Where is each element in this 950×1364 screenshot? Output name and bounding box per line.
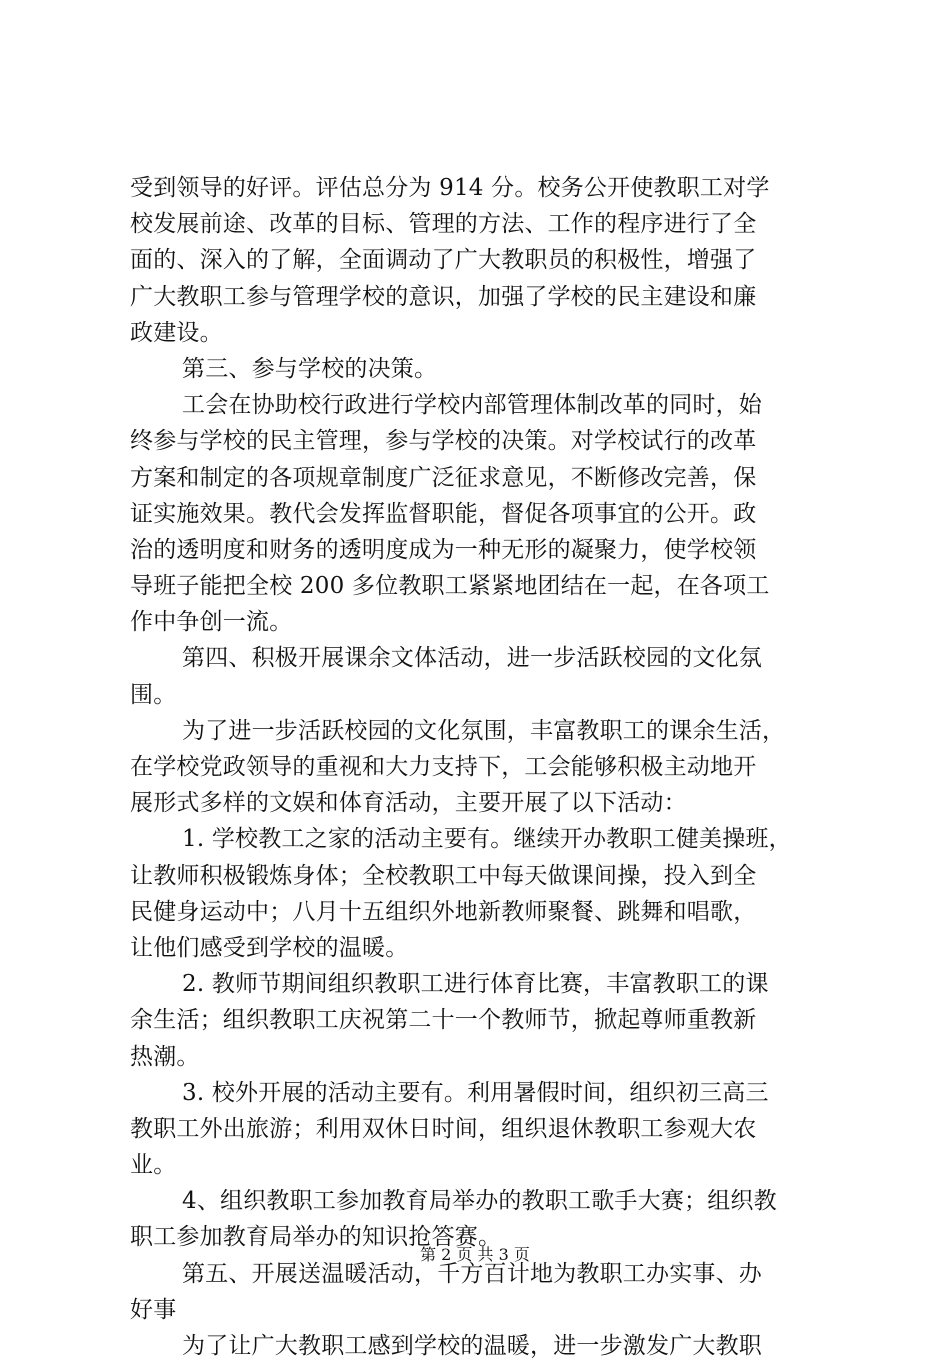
text-line: 作中争创一流。 — [130, 609, 293, 636]
section-heading: 第五、开展送温暖活动，千方百计地为教职工办实事、办 — [182, 1260, 762, 1287]
text-line: 民健身运动中；八月十五组织外地新教师聚餐、跳舞和唱歌， — [130, 898, 757, 925]
text-line: 好事 — [130, 1296, 177, 1323]
text-line: 工会在协助校行政进行学校内部管理体制改革的同时，始 — [182, 392, 762, 419]
document-body — [130, 170, 840, 1364]
text-line: 广大教职工参与管理学校的意识，加强了学校的民主建设和廉 — [130, 283, 757, 310]
text-line: 让他们感受到学校的温暖。 — [130, 934, 409, 961]
section-heading: 第四、积极开展课余文体活动，进一步活跃校园的文化氛 — [182, 645, 762, 672]
text-line: 方案和制定的各项规章制度广泛征求意见，不断修改完善，保 — [130, 464, 757, 491]
section-heading: 第三、参与学校的决策。 — [182, 355, 438, 382]
text-line: 校发展前途、改革的目标、管理的方法、工作的程序进行了全 — [130, 211, 757, 238]
text-line: 终参与学校的民主管理，参与学校的决策。对学校试行的改革 — [130, 428, 757, 455]
text-line: 让教师积极锻炼身体；全校教职工中每天做课间操，投入到全 — [130, 862, 757, 889]
text-line: 证实施效果。教代会发挥监督职能，督促各项事宜的公开。政 — [130, 500, 757, 527]
text-line: 围。 — [130, 681, 177, 708]
list-item: 4、组织教职工参加教育局举办的教职工歌手大赛；组织教 — [182, 1188, 777, 1215]
list-item: 1. 学校教工之家的活动主要有。继续开办教职工健美操班， — [182, 826, 792, 853]
text-line: 导班子能把全校 200 多位教职工紧紧地团结在一起，在各项工 — [130, 573, 770, 600]
text-line: 在学校党政领导的重视和大力支持下，工会能够积极主动地开 — [130, 754, 757, 780]
text-line: 为了进一步活跃校园的文化氛围，丰富教职工的课余生活， — [182, 717, 786, 744]
text-line: 业。 — [130, 1152, 177, 1179]
text-line: 面的、深入的了解，全面调动了广大教职员的积极性，增强了 — [130, 247, 757, 274]
page-number-footer: 第 2 页 共 3 页 — [420, 1245, 530, 1264]
list-item: 3. 校外开展的活动主要有。利用暑假时间，组织初三高三 — [182, 1079, 769, 1106]
list-item: 2. 教师节期间组织教职工进行体育比赛，丰富教职工的课 — [182, 971, 769, 998]
text-line: 职工参加教育局举办的知识抢答赛。 — [130, 1224, 502, 1251]
text-line: 余生活；组织教职工庆祝第二十一个教师节，掀起尊师重教新 — [130, 1007, 757, 1034]
text-line: 政建设。 — [130, 319, 223, 346]
text-line: 展形式多样的文娱和体育活动，主要开展了以下活动： — [130, 790, 687, 817]
text-line: 治的透明度和财务的透明度成为一种无形的凝聚力，使学校领 — [130, 536, 757, 563]
text-line: 受到领导的好评。评估总分为 914 分。校务公开使教职工对学 — [130, 175, 770, 201]
text-line: 热潮。 — [130, 1043, 200, 1070]
text-line: 教职工外出旅游；利用双休日时间，组织退休教职工参观大农 — [130, 1115, 757, 1142]
text-line: 为了让广大教职工感到学校的温暖，进一步激发广大教职 — [182, 1333, 762, 1359]
